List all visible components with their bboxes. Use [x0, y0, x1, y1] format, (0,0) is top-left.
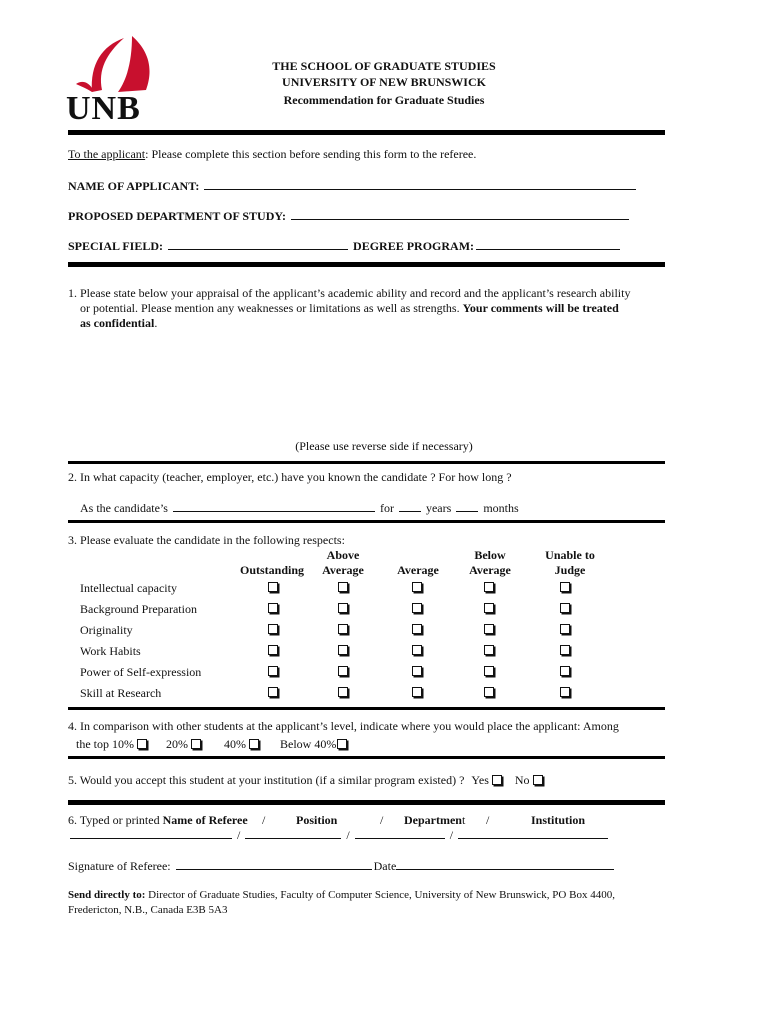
degree-program-field[interactable] — [476, 237, 620, 250]
months-label: months — [483, 501, 519, 515]
institution-label: Institution — [531, 813, 586, 827]
referee-department-field[interactable] — [355, 826, 445, 839]
rating-checkbox-average[interactable] — [412, 687, 422, 697]
col-header-above-average: Above Average — [322, 548, 364, 577]
option-below40-label: Below 40% — [280, 737, 337, 751]
referee-institution-field[interactable] — [458, 826, 608, 839]
intro-text: : Please complete this section before sending this form to the referee. — [145, 147, 477, 161]
unb-logo — [62, 34, 162, 126]
signature-row — [68, 857, 616, 874]
department-field[interactable] — [291, 207, 629, 220]
rating-checkbox-average[interactable] — [412, 582, 422, 592]
option-top10-label: the top 10% — [76, 737, 134, 751]
referee-position-field[interactable] — [245, 826, 341, 839]
date-field[interactable] — [396, 857, 614, 870]
col-header-outstanding: Outstanding — [239, 563, 305, 577]
q1-reverse-note: (Please use reverse side if necessary) — [295, 439, 473, 453]
rating-checkbox-above-average[interactable] — [338, 582, 348, 592]
q1-line-a: 1. Please state below your appraisal of the applicant’s academic ability and record and the applicant’s research ability — [68, 286, 631, 300]
q6-fields: / / / — [68, 826, 610, 843]
applicant-name-field[interactable] — [204, 177, 636, 190]
send-to-label: Send directly to: — [68, 889, 146, 901]
logo-wordmark: UNB — [66, 90, 141, 127]
signature-field[interactable] — [176, 857, 372, 870]
school-title: THE SCHOOL OF GRADUATE STUDIES — [272, 59, 496, 73]
rating-checkbox-above-average[interactable] — [338, 624, 348, 634]
q1-text-c-bold: as confidential — [80, 316, 155, 330]
footer-address — [68, 888, 615, 918]
rating-checkbox-unable-to-judge[interactable] — [560, 666, 570, 676]
rating-checkbox-average[interactable] — [412, 666, 422, 676]
q1-line-b — [80, 301, 619, 316]
yes-checkbox[interactable] — [492, 775, 502, 785]
q4-options — [76, 737, 347, 752]
address-line-2: Fredericton, N.B., Canada E3B 5A3 — [68, 904, 228, 916]
as-candidates-label: As the candidate’s — [80, 501, 168, 515]
address-line-1: Director of Graduate Studies, Faculty of Computer Science, University of New Brunswick, PO Box 4400, — [145, 889, 615, 901]
q1-text-c-end: . — [154, 316, 158, 330]
no-checkbox[interactable] — [533, 775, 543, 785]
department-label: Department — [404, 813, 466, 827]
field-degree-row: SPECIAL FIELD: DEGREE PROGRAM: — [68, 237, 622, 254]
col-header-unable-to-judge: Unable to Judge — [545, 548, 595, 577]
rating-checkbox-outstanding[interactable] — [268, 645, 278, 655]
years-field[interactable] — [399, 499, 421, 512]
divider — [68, 262, 665, 267]
years-label: years — [425, 501, 452, 515]
divider — [68, 130, 665, 135]
special-field-input[interactable] — [168, 237, 348, 250]
rating-checkbox-above-average[interactable] — [338, 645, 348, 655]
rating-checkbox-above-average[interactable] — [338, 666, 348, 676]
q5-text: 5. Would you accept this student at your institution (if a similar program existed) ? — [68, 773, 465, 787]
divider — [68, 461, 665, 464]
col-header-below-average: Below Average — [469, 548, 511, 577]
q6-prefix: 6. Typed or printed — [68, 813, 163, 827]
rating-checkbox-below-average[interactable] — [484, 645, 494, 655]
rating-checkbox-outstanding[interactable] — [268, 624, 278, 634]
sep: / — [262, 813, 266, 827]
university-title: UNIVERSITY OF NEW BRUNSWICK — [282, 75, 486, 89]
q3-text: 3. Please evaluate the candidate in the following respects: — [68, 533, 345, 547]
signature-label: Signature of Referee: — [68, 859, 171, 873]
rating-checkbox-outstanding[interactable] — [268, 603, 278, 613]
months-field[interactable] — [456, 499, 478, 512]
divider — [68, 520, 665, 523]
special-field-label: SPECIAL FIELD: — [68, 239, 164, 253]
rating-checkbox-above-average[interactable] — [338, 603, 348, 613]
applicant-intro — [68, 147, 476, 162]
referee-name-label: Name of Referee — [162, 813, 248, 827]
q1-text-b-bold: Your comments will be treated — [462, 301, 619, 315]
no-label: No — [514, 773, 530, 787]
option-below40-checkbox[interactable] — [337, 739, 347, 749]
department-label: PROPOSED DEPARTMENT OF STUDY: — [68, 209, 286, 223]
option-top10-checkbox[interactable] — [137, 739, 147, 749]
q4-text: 4. In comparison with other students at the applicant’s level, indicate where you would place the applicant: Among — [68, 719, 619, 733]
rating-checkbox-average[interactable] — [412, 603, 422, 613]
rating-checkbox-unable-to-judge[interactable] — [560, 603, 570, 613]
q2-answer-row — [80, 499, 519, 516]
rating-checkbox-unable-to-judge[interactable] — [560, 624, 570, 634]
row-label: Skill at Research — [80, 686, 162, 700]
q5-row — [68, 773, 543, 788]
degree-program-label: DEGREE PROGRAM — [353, 239, 471, 253]
option-20-checkbox[interactable] — [191, 739, 201, 749]
q2-text: 2. In what capacity (teacher, employer, etc.) have you known the candidate ? For how long ? — [68, 470, 512, 484]
rating-checkbox-below-average[interactable] — [484, 582, 494, 592]
q1-text-b: or potential. Please mention any weaknesses or limitations as well as strengths. — [80, 301, 463, 315]
option-40-checkbox[interactable] — [249, 739, 259, 749]
rating-checkbox-outstanding[interactable] — [268, 687, 278, 697]
row-label: Background Preparation — [80, 602, 197, 616]
capacity-field[interactable] — [173, 499, 375, 512]
row-label: Originality — [80, 623, 133, 637]
form-title: Recommendation for Graduate Studies — [283, 93, 485, 107]
department-row — [68, 207, 631, 224]
rating-checkbox-average[interactable] — [412, 645, 422, 655]
rating-checkbox-unable-to-judge[interactable] — [560, 687, 570, 697]
rating-checkbox-above-average[interactable] — [338, 687, 348, 697]
rating-checkbox-outstanding[interactable] — [268, 582, 278, 592]
applicant-name-row: NAME OF APPLICANT: — [68, 177, 638, 194]
row-label: Intellectual capacity — [80, 581, 177, 595]
sep: / — [486, 813, 490, 827]
col-header-average: Average — [397, 563, 439, 577]
divider — [68, 707, 665, 710]
referee-name-field[interactable] — [70, 826, 232, 839]
rating-checkbox-unable-to-judge[interactable] — [560, 645, 570, 655]
date-label: Date — [373, 859, 397, 873]
option-20-label: 20% — [166, 737, 188, 751]
row-label: Power of Self-expression — [80, 665, 202, 679]
rating-checkbox-unable-to-judge[interactable] — [560, 582, 570, 592]
row-label: Work Habits — [80, 644, 141, 658]
divider — [68, 756, 665, 759]
rating-checkbox-outstanding[interactable] — [268, 666, 278, 676]
option-40-label: 40% — [224, 737, 246, 751]
q1-comment-area[interactable] — [68, 334, 665, 434]
rating-checkbox-below-average[interactable] — [484, 624, 494, 634]
yes-label: Yes — [471, 773, 489, 787]
position-label: Position — [296, 813, 338, 827]
for-label: for — [379, 501, 394, 515]
divider — [68, 800, 665, 805]
intro-label: To the applicant — [68, 147, 146, 161]
rating-checkbox-below-average[interactable] — [484, 603, 494, 613]
rating-checkbox-below-average[interactable] — [484, 666, 494, 676]
applicant-name-label: NAME OF APPLICANT — [68, 179, 196, 193]
q1-line-c — [80, 316, 157, 331]
rating-checkbox-below-average[interactable] — [484, 687, 494, 697]
rating-checkbox-average[interactable] — [412, 624, 422, 634]
sep: / — [380, 813, 384, 827]
